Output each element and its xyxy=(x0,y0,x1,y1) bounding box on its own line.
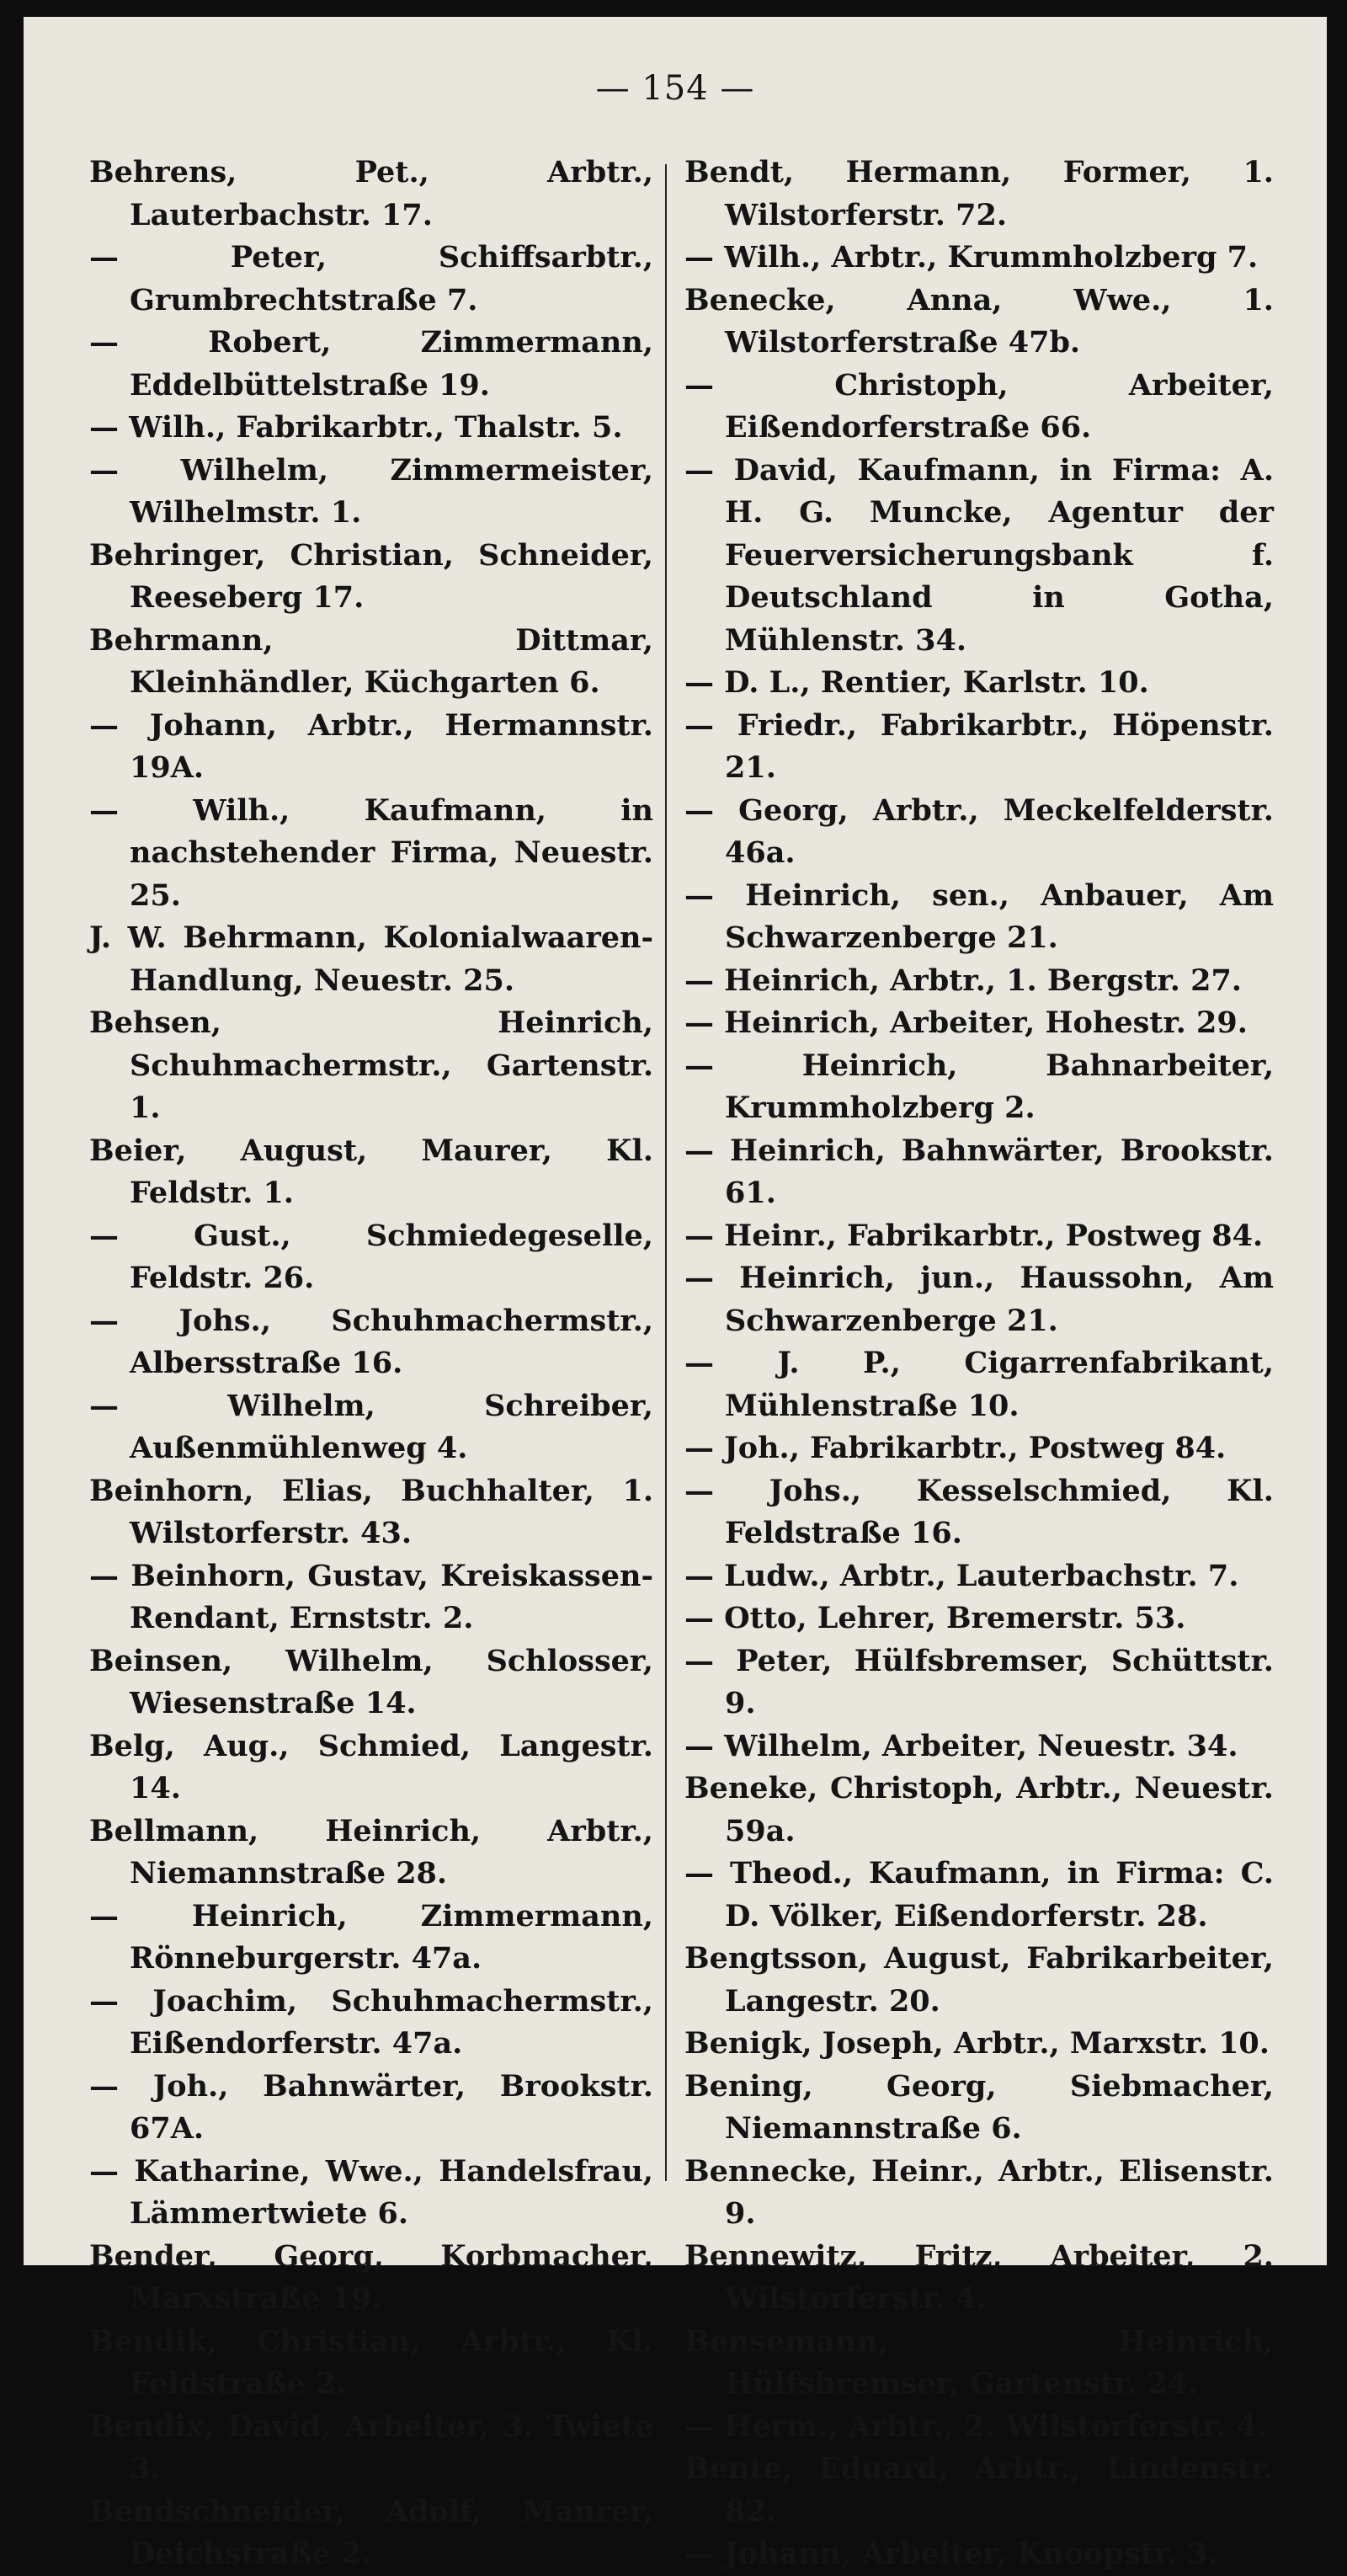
directory-entry: — Heinrich, jun., Haussohn, Am Schwarzenberge 21. xyxy=(684,1261,1274,1338)
directory-entry: — Herm., Arbtr., 2. Wilstorferstr. 4. xyxy=(684,2408,1268,2444)
directory-entry: Belg, Aug., Schmied, Langestr. 14. xyxy=(89,1728,653,1805)
directory-entry: — Heinrich, sen., Anbauer, Am Schwarzenberge 21. xyxy=(684,877,1274,955)
directory-entry: — Heinrich, Arbeiter, Hohestr. 29. xyxy=(684,1005,1248,1040)
directory-entry: — Otto, Lehrer, Bremerstr. 53. xyxy=(684,1601,1186,1635)
directory-entry: Benigk, Joseph, Arbtr., Marxstr. 10. xyxy=(684,2026,1270,2061)
directory-entry: — Wilh., Kaufmann, in nachstehender Firma, Neuestr. 25. xyxy=(89,792,653,913)
directory-entry: — Ludw., Arbtr., Lauterbachstr. 7. xyxy=(684,1558,1239,1593)
directory-entry: — Katharine, Wwe., Handelsfrau, Lämmertwiete 6. xyxy=(89,2153,653,2231)
directory-entry: — Wilhelm, Zimmermeister, Wilhelmstr. 1. xyxy=(89,452,653,530)
directory-entry: Behrmann, Dittmar, Kleinhändler, Küchgarten 6. xyxy=(89,622,653,700)
directory-entry: — Joachim, Schuhmachermstr., Eißendorferstr. 47a. xyxy=(89,1983,653,2061)
directory-entry: Beinhorn, Elias, Buchhalter, 1. Wilstorferstr. 43. xyxy=(89,1473,653,1550)
directory-entry: — Joh., Fabrikarbtr., Postweg 84. xyxy=(684,1431,1227,1465)
directory-entry: Beier, August, Maurer, Kl. Feldstr. 1. xyxy=(89,1133,653,1210)
directory-entry: J. W. Behrmann, Kolonialwaaren-Handlung, Neuestr. 25. xyxy=(89,920,653,998)
directory-entry: — Gust., Schmiedegeselle, Feldstr. 26. xyxy=(89,1218,653,1295)
directory-entry: Bening, Georg, Siebmacher, Niemannstraße 6. xyxy=(684,2068,1274,2146)
directory-entry: — D. L., Rentier, Karlstr. 10. xyxy=(684,665,1149,700)
directory-entry: — Heinrich, Bahnwärter, Brookstr. 61. xyxy=(684,1133,1274,1210)
directory-entry: — Heinrich, Arbtr., 1. Bergstr. 27. xyxy=(684,963,1242,998)
directory-entry: — Wilhelm, Schreiber, Außenmühlenweg 4. xyxy=(89,1388,653,1465)
directory-entry: — Johann, Arbeiter, Knoopstr. 3. xyxy=(684,2536,1218,2571)
directory-entry: — Georg, Arbtr., Meckelfelderstr. 46a. xyxy=(684,792,1274,870)
directory-entry: — Wilhelm, Arbeiter, Neuestr. 34. xyxy=(684,1728,1238,1763)
directory-entry: Bender, Georg, Korbmacher, Marxstraße 19. xyxy=(89,2238,653,2316)
left-column xyxy=(89,152,653,2576)
directory-entry: Behsen, Heinrich, Schuhmachermstr., Gartenstr. 1. xyxy=(89,1005,653,1125)
directory-entry: Bendt, Hermann, Former, 1. Wilstorferstr. 72. xyxy=(684,155,1274,232)
directory-entry: Bente, Eduard, Arbtr., Lindenstr. 82. xyxy=(684,2451,1274,2529)
right-column xyxy=(684,152,1274,2576)
directory-entry: Bendix, David, Arbeiter, 3. Twiete 3. xyxy=(89,2408,653,2486)
directory-entry: — Beinhorn, Gustav, Kreiskassen-Rendant, Ernststr. 2. xyxy=(89,1558,653,1635)
directory-entry: — David, Kaufmann, in Firma: A. H. G. Muncke, Agentur der Feuerversicherungsbank f. Deutschland in Gotha, Mühlenstr. 34. xyxy=(684,452,1274,658)
directory-entry: — Peter, Hülfsbremser, Schüttstr. 9. xyxy=(684,1643,1274,1720)
column-divider xyxy=(665,164,667,2181)
directory-entry: Bennecke, Heinr., Arbtr., Elisenstr. 9. xyxy=(684,2153,1274,2231)
directory-entry: — Christoph, Arbeiter, Eißendorferstraße 66. xyxy=(684,367,1274,445)
directory-entry: Bendschneider, Adolf, Maurer, Deichstraße 2. xyxy=(89,2493,653,2571)
directory-entry: — Robert, Zimmermann, Eddelbüttelstraße 19. xyxy=(89,325,653,403)
directory-entry: Bennewitz, Fritz, Arbeiter, 2. Wilstorferstr. 4. xyxy=(684,2238,1274,2316)
directory-entry: Bensemann, Heinrich, Hülfsbremser, Gartenstr. 24. xyxy=(684,2323,1274,2401)
directory-entry: Beneke, Christoph, Arbtr., Neuestr. 59a. xyxy=(684,1771,1274,1848)
directory-entry: — J. P., Cigarrenfabrikant, Mühlenstraße 10. xyxy=(684,1346,1274,1423)
directory-entry: — Friedr., Fabrikarbtr., Höpenstr. 21. xyxy=(684,707,1274,785)
directory-entry: Bengtsson, August, Fabrikarbeiter, Langestr. 20. xyxy=(684,1941,1274,2019)
directory-entry: Behringer, Christian, Schneider, Reeseberg 17. xyxy=(89,537,653,615)
directory-entry: — Heinrich, Bahnarbeiter, Krummholzberg 2. xyxy=(684,1048,1274,1125)
directory-entry: Bellmann, Heinrich, Arbtr., Niemannstraße 28. xyxy=(89,1813,653,1891)
directory-entry: — Wilh., Fabrikarbtr., Thalstr. 5. xyxy=(89,410,623,445)
directory-entry: — Johs., Kesselschmied, Kl. Feldstraße 16. xyxy=(684,1473,1274,1550)
directory-entry: — Peter, Schiffsarbtr., Grumbrechtstraße 7. xyxy=(89,240,653,317)
directory-page xyxy=(24,17,1327,2571)
directory-entry: — Johs., Schuhmachermstr., Albersstraße 16. xyxy=(89,1303,653,1380)
page-number: — 154 — xyxy=(595,69,755,108)
directory-entry: Bendik, Christian, Arbtr., Kl. Feldstraße 2. xyxy=(89,2323,653,2401)
directory-entry: Beinsen, Wilhelm, Schlosser, Wiesenstraße 14. xyxy=(89,1643,653,1720)
directory-entry: — Theod., Kaufmann, in Firma: C. D. Völker, Eißendorferstr. 28. xyxy=(684,1856,1274,1933)
directory-entry: Behrens, Pet., Arbtr., Lauterbachstr. 17. xyxy=(89,155,653,232)
directory-entry: — Joh., Bahnwärter, Brookstr. 67A. xyxy=(89,2068,653,2146)
directory-entry: — Johann, Arbtr., Hermannstr. 19A. xyxy=(89,707,653,785)
directory-entry: — Wilh., Arbtr., Krummholzberg 7. xyxy=(684,240,1259,275)
directory-entry: Benecke, Anna, Wwe., 1. Wilstorferstraße 47b. xyxy=(684,282,1274,360)
directory-entry: — Heinr., Fabrikarbtr., Postweg 84. xyxy=(684,1218,1264,1253)
directory-entry: — Heinrich, Zimmermann, Rönneburgerstr. 47a. xyxy=(89,1898,653,1976)
